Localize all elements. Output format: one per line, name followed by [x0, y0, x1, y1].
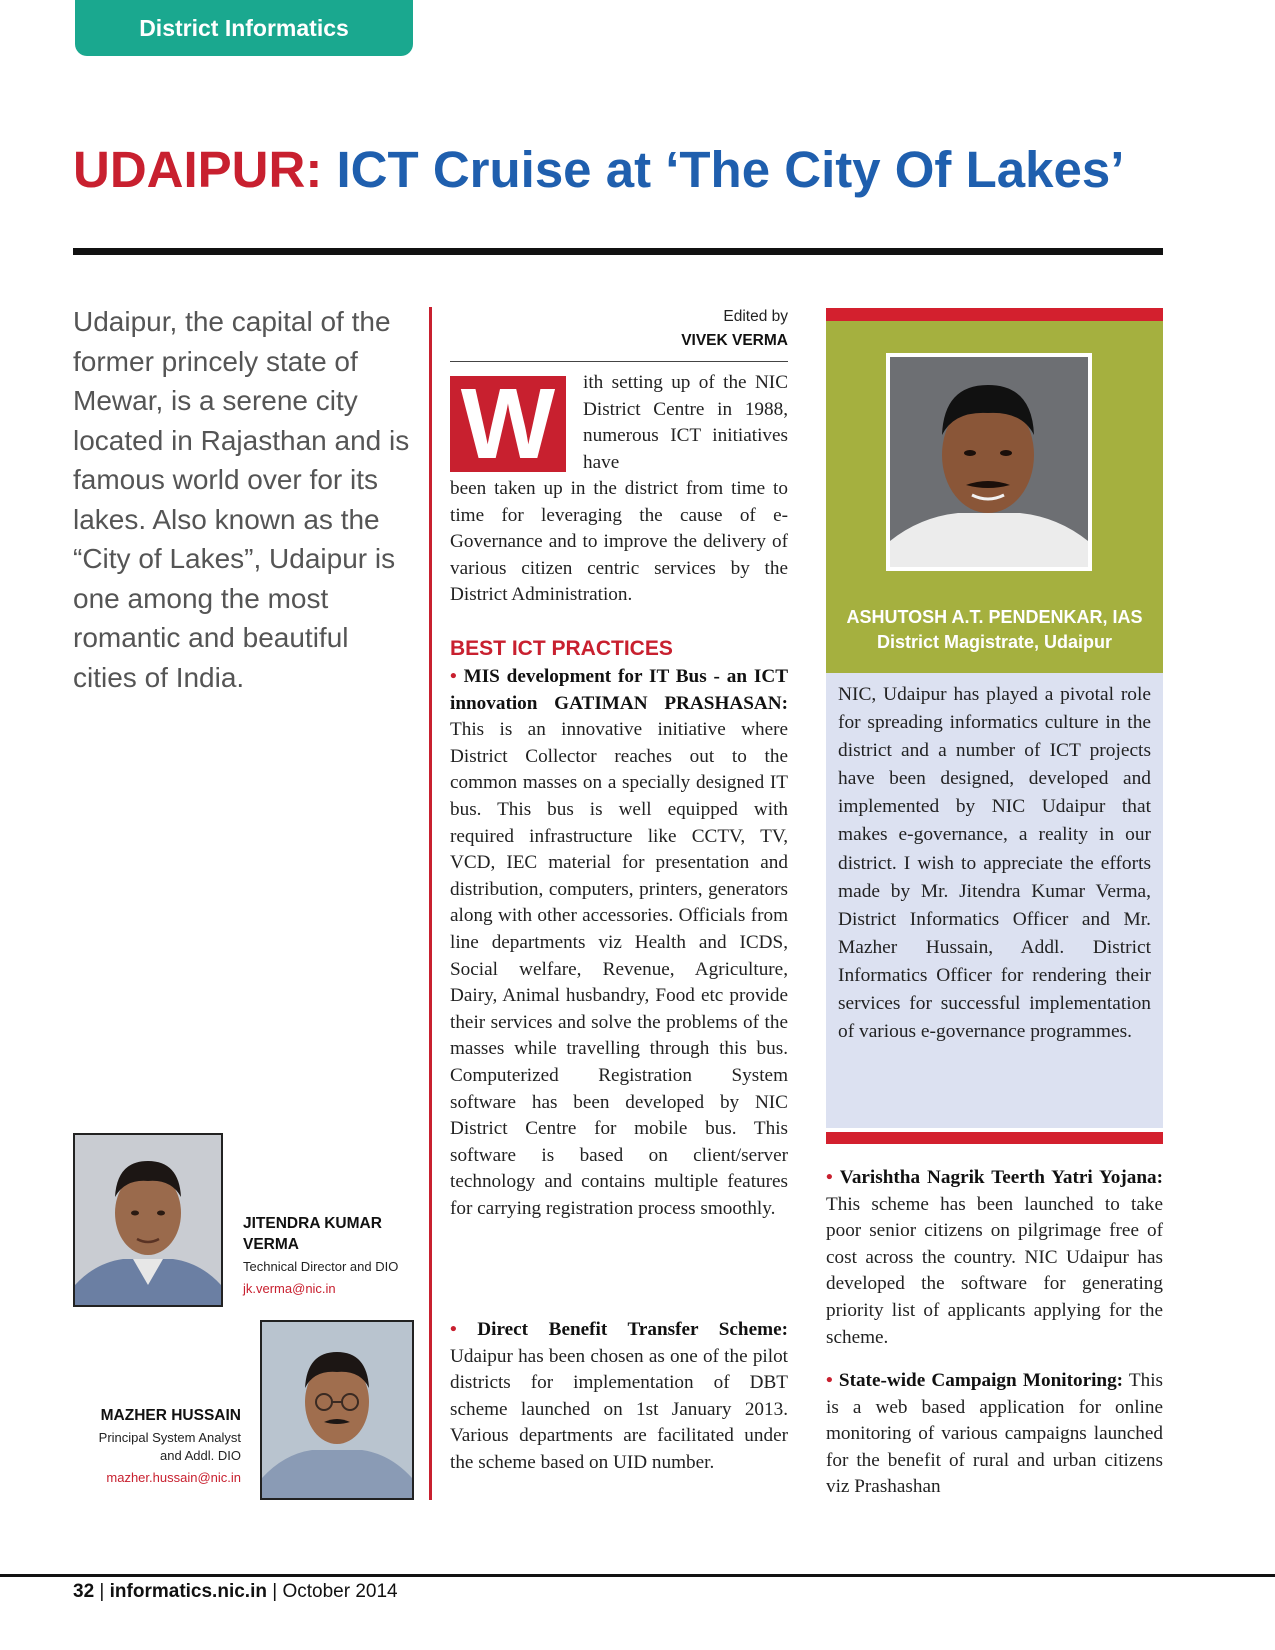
bullet-icon: •	[450, 666, 457, 687]
bullet-icon: •	[826, 1370, 833, 1391]
bullet-icon: •	[450, 1319, 457, 1340]
practice-text: This is an innovative initiative where District Collector reaches out to the common masses on a specially designed IT bus. This bus is well equipped with required infrastructure like CCTV, TV, VCD, IEC material for presentation and distribution, computers, printers, generators along with other accessories. Officials from line departments viz Health and ICDS, Social welfare, Revenue, Agriculture, Dairy, Animal husbandry, Food etc provide their services and solve the problems of the masses while travelling through this bus. Computerized Registration System software has been developed by NIC District Centre for mobile bus. This software is based on client/server technology and contains multiple features for carrying registration process smoothly.	[450, 719, 788, 1219]
practice-title: Direct Benefit Transfer Scheme:	[477, 1319, 789, 1340]
author-info-hussain	[73, 1405, 241, 1487]
person-portrait-icon	[75, 1135, 221, 1305]
person-portrait-icon	[262, 1322, 412, 1498]
practice-item	[450, 664, 788, 1222]
author-name: JITENDRA KUMAR VERMA	[243, 1215, 382, 1253]
title-text: ICT Cruise at ‘The City Of Lakes’	[336, 141, 1125, 198]
footer-divider	[0, 1574, 1275, 1577]
practice-title: Varishtha Nagrik Teerth Yatri Yojana:	[839, 1167, 1163, 1188]
quote-top-bar	[826, 308, 1163, 321]
magistrate-caption	[826, 605, 1163, 655]
author-email-link[interactable]: jk.verma@nic.in	[243, 1281, 336, 1296]
editor-credit	[450, 305, 788, 353]
quote-text: NIC, Udaipur has played a pivotal role for spreading informatics culture in the district and a number of ICT projects have been designed, developed and implemented by NIC Udaipur that makes e-governance, a reality in our district. I wish to appreciate the efforts made by Mr. Jitendra Kumar Verma, District Informatics Officer and Mr. Mazher Hussain, Addl. District Informatics Officer for rendering their services for successful implementation of various e-governance programmes.	[838, 684, 1151, 1043]
practice-title: MIS development for IT Bus - an ICT innovation GATIMAN PRASHASAN:	[450, 666, 788, 714]
quote-box	[826, 308, 1163, 1144]
editor-name: VIVEK VERMA	[681, 332, 788, 349]
section-subheading: BEST ICT PRACTICES	[450, 637, 673, 660]
page-number: 32	[73, 1581, 95, 1602]
title-place: UDAIPUR:	[73, 141, 323, 198]
magistrate-designation: District Magistrate, Udaipur	[876, 632, 1113, 652]
practice-item	[826, 1165, 1163, 1351]
practice-item	[826, 1368, 1163, 1501]
author-name: MAZHER HUSSAIN	[100, 1407, 241, 1424]
author-role: Principal System Analyst	[98, 1430, 241, 1445]
lead-paragraph: been taken up in the district from time to time for leveraging the cause of e-Governance and to improve the delivery of various citizen centric services by the District Administration.	[450, 478, 788, 606]
editor-divider	[450, 361, 788, 362]
page-footer	[73, 1581, 398, 1603]
footer-separator: |	[266, 1581, 283, 1602]
magistrate-photo	[886, 353, 1092, 571]
article-title	[73, 140, 1193, 199]
author-email-link[interactable]: mazher.hussain@nic.in	[106, 1470, 241, 1485]
author-info-verma	[243, 1213, 413, 1298]
column-divider	[429, 307, 432, 1500]
site-link[interactable]: informatics.nic.in	[109, 1581, 267, 1602]
person-portrait-icon	[890, 357, 1088, 567]
section-tab: District Informatics	[75, 0, 413, 56]
drop-cap: W	[450, 376, 566, 472]
lead-paragraph-top: ith setting up of the NIC District Centre in 1988, numerous ICT initiatives have	[583, 372, 788, 473]
footer-separator: |	[94, 1581, 110, 1602]
magistrate-name: ASHUTOSH A.T. PENDENKAR, IAS	[846, 607, 1143, 627]
author-role: Technical Director and DIO	[243, 1259, 399, 1274]
quote-bottom-bar	[826, 1132, 1163, 1144]
practice-item	[450, 1317, 788, 1477]
practice-title: State-wide Campaign Monitoring:	[838, 1370, 1124, 1391]
issue-date: October 2014	[282, 1581, 398, 1602]
author-photo-hussain	[260, 1320, 414, 1500]
practice-text: This is a web based application for online monitoring of various campaigns launched for the benefit of rural and urban citizens viz Prashashan	[826, 1370, 1164, 1498]
title-divider	[73, 248, 1163, 255]
quote-text-panel	[826, 673, 1163, 1128]
bullet-icon: •	[826, 1167, 833, 1188]
author-photo-verma	[73, 1133, 223, 1307]
author-role: and Addl. DIO	[160, 1448, 241, 1463]
practice-text: Udaipur has been chosen as one of the pilot districts for implementation of DBT scheme launched on 1st January 2013. Various departments are facilitated under the scheme based on UID number.	[450, 1345, 788, 1473]
editor-label: Edited by	[723, 308, 788, 325]
intro-paragraph: Udaipur, the capital of the former princely state of Mewar, is a serene city located in Rajasthan and is famous world over for its lakes. Also known as the “City of Lakes”, Udaipur is one among the most romantic and beautiful cities of India.	[73, 306, 410, 693]
practice-text: This scheme has been launched to take poor senior citizens on pilgrimage free of cost across the country. NIC Udaipur has developed the software for generating priority list of applicants applying for the scheme.	[826, 1193, 1163, 1348]
